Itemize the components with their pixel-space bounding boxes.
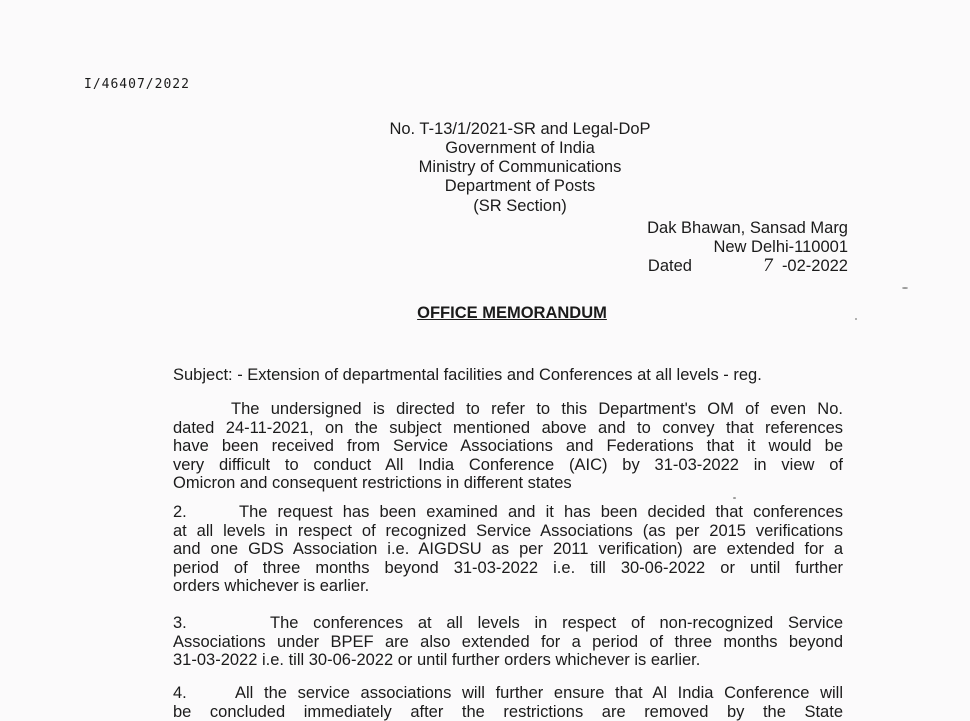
paragraph-3 bbox=[173, 614, 843, 670]
para2-line: orders whichever is earlier. bbox=[173, 577, 843, 596]
scan-speck bbox=[902, 287, 908, 289]
dated-month-year: -02-2022 bbox=[782, 257, 848, 275]
subject-line: Subject: - Extension of departmental facilities and Conferences at all levels - reg. bbox=[173, 366, 762, 384]
para2-line: at all levels in respect of recognized Service Associations (as per 2015 verifications bbox=[173, 522, 843, 541]
para1-line: dated 24-11-2021, on the subject mentioned above and to convey that references bbox=[173, 419, 843, 438]
section-line: (SR Section) bbox=[330, 197, 710, 215]
para4-line: be concluded immediately after the restrictions are removed by the State bbox=[173, 703, 843, 721]
ministry-line: Ministry of Communications bbox=[330, 158, 710, 176]
para1-line: have been received from Service Associations and Federations that it would be bbox=[173, 437, 843, 456]
para3-line: 31-03-2022 i.e. till 30-06-2022 or until further orders whichever is earlier. bbox=[173, 651, 843, 670]
paragraph-2 bbox=[173, 503, 843, 596]
para1-line: The undersigned is directed to refer to this Department's OM of even No. bbox=[173, 400, 843, 419]
memo-title: OFFICE MEMORANDUM bbox=[0, 304, 970, 322]
para3-line: Associations under BPEF are also extended for a period of three months beyond bbox=[173, 633, 843, 652]
para3-line: 3. The conferences at all levels in respect of non-recognized Service bbox=[173, 614, 843, 633]
para3-number: 3. bbox=[173, 614, 270, 633]
para2-line: period of three months beyond 31-03-2022 i.e. till 30-06-2022 or until further bbox=[173, 559, 843, 578]
para4-line: 4. All the service associations will further ensure that Al India Conference will bbox=[173, 684, 843, 703]
file-reference: I/46407/2022 bbox=[84, 76, 190, 94]
address-line-2: New Delhi-110001 bbox=[713, 238, 848, 256]
paragraph-4 bbox=[173, 684, 843, 721]
para2-line: and one GDS Association i.e. AIGDSU as per 2011 verification) are extended for a bbox=[173, 540, 843, 559]
para4-number: 4. bbox=[173, 684, 235, 703]
memo-number: No. T-13/1/2021-SR and Legal-DoP bbox=[330, 120, 710, 138]
dated-line bbox=[648, 257, 848, 275]
scan-speck bbox=[855, 318, 857, 320]
paragraph-1 bbox=[173, 400, 843, 493]
government-line: Government of India bbox=[330, 139, 710, 157]
para1-line: Omicron and consequent restrictions in different states bbox=[173, 474, 843, 493]
handwritten-day: 7 bbox=[754, 257, 782, 275]
dated-label: Dated bbox=[648, 257, 692, 275]
scan-speck bbox=[733, 497, 736, 499]
para1-line: very difficult to conduct All India Conference (AIC) by 31-03-2022 in view of bbox=[173, 456, 843, 475]
department-line: Department of Posts bbox=[330, 177, 710, 195]
para2-line: 2. The request has been examined and it has been decided that conferences bbox=[173, 503, 843, 522]
para2-number: 2. bbox=[173, 503, 239, 522]
address-line-1: Dak Bhawan, Sansad Marg bbox=[647, 219, 848, 237]
